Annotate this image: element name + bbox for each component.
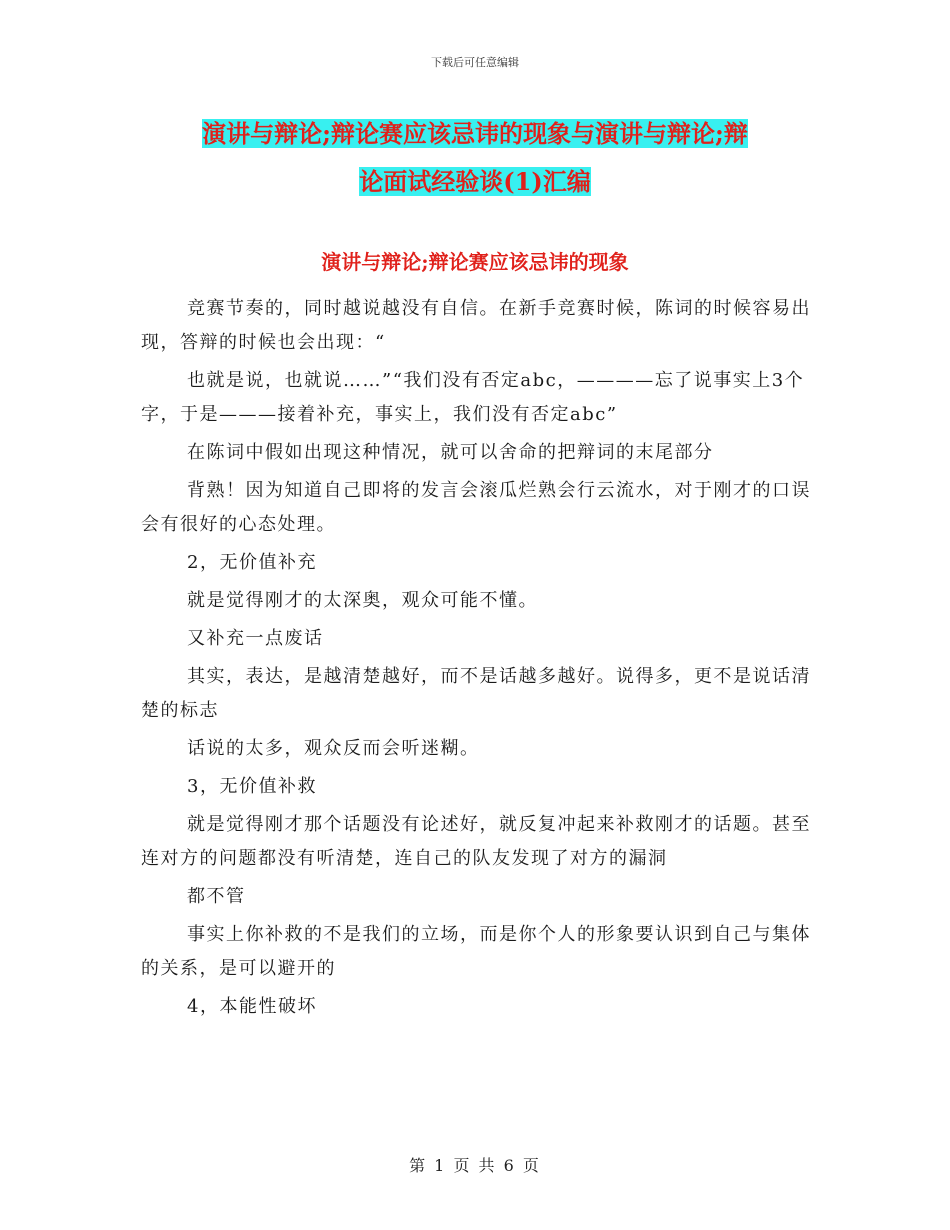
paragraph: 又补充一点废话 <box>187 628 324 649</box>
paragraph: 竞赛节奏的，同时越说越没有自信。在新手竞赛时候，陈词的时候容易出现，答辩的时候也会出现：“ <box>141 298 811 353</box>
paragraph: 在陈词中假如出现这种情况，就可以舍命的把辩词的末尾部分 <box>187 442 714 463</box>
page-number: 第 1 页 共 6 页 <box>409 1156 541 1175</box>
paragraph: 就是觉得刚才的太深奥，观众可能不懂。 <box>187 590 538 611</box>
paragraph: 话说的太多，观众反而会听迷糊。 <box>187 738 480 759</box>
paragraph: 都不管 <box>187 886 246 907</box>
document-title <box>140 110 810 206</box>
list-heading: 3，无价值补救 <box>187 776 317 797</box>
title-line-2: 论面试经验谈(1)汇编 <box>359 167 591 196</box>
list-heading: 4，本能性破坏 <box>187 996 317 1017</box>
header-note: 下载后可任意编辑 <box>431 56 519 69</box>
title-line-1: 演讲与辩论;辩论赛应该忌讳的现象与演讲与辩论;辩 <box>202 119 748 148</box>
paragraph: 事实上你补救的不是我们的立场，而是你个人的形象要认识到自己与集体的关系，是可以避开的 <box>141 924 811 979</box>
list-heading: 2，无价值补充 <box>187 552 317 573</box>
paragraph: 其实，表达，是越清楚越好，而不是话越多越好。说得多，更不是说话清楚的标志 <box>141 666 811 721</box>
paragraph: 就是觉得刚才那个话题没有论述好，就反复冲起来补救刚才的话题。甚至连对方的问题都没有听清楚，连自己的队友发现了对方的漏洞 <box>141 814 811 869</box>
document-body <box>141 292 811 1024</box>
paragraph: 也就是说，也就说……”“我们没有否定abc，————忘了说事实上3个字，于是———接着补充，事实上，我们没有否定abc” <box>141 370 805 425</box>
paragraph: 背熟！因为知道自己即将的发言会滚瓜烂熟会行云流水，对于刚才的口误会有很好的心态处理。 <box>141 480 811 535</box>
section-title: 演讲与辩论;辩论赛应该忌讳的现象 <box>321 250 629 274</box>
